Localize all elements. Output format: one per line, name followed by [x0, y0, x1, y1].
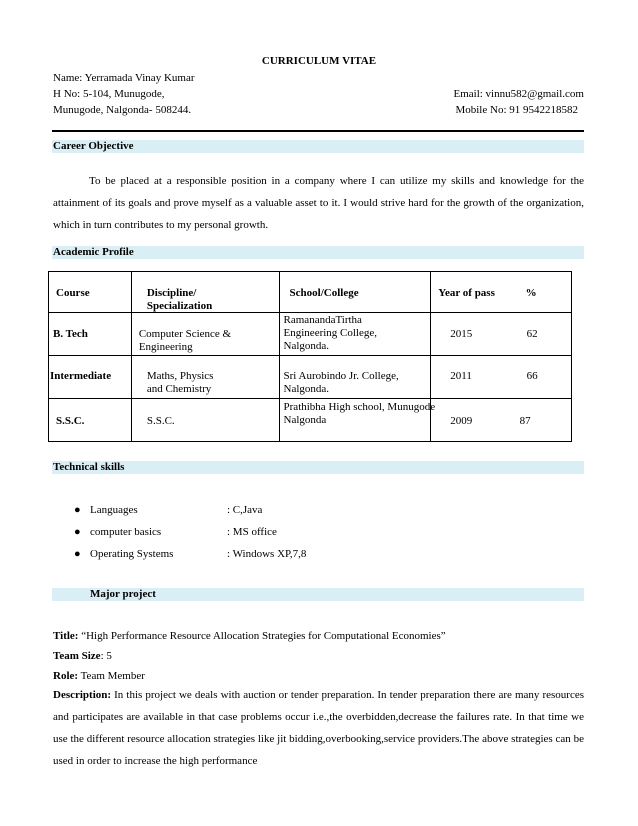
header-percent: %: [525, 287, 537, 299]
career-objective-text: To be placed at a responsible position in a company where I can utilize my skills and knowledge for the attainment of its goals and prove myself as a valuable asset to it. I would strive hard for the growth of the organization, which in turn contributes to my personal growth.: [53, 175, 584, 231]
table-row: [49, 356, 572, 399]
project-title-value: “High Performance Resource Allocation Strategies for Computational Economies”: [81, 630, 446, 642]
year-cell: [431, 399, 503, 442]
year-cell: [431, 313, 503, 356]
header-year: Year of pass: [438, 287, 495, 299]
year: 2015: [450, 328, 473, 340]
role-value: Team Member: [80, 670, 145, 682]
course-cell: [49, 356, 132, 399]
discipline-cell: [131, 313, 279, 356]
career-objective-heading: [52, 140, 584, 153]
header-cell: [131, 272, 279, 313]
description-value: In this project we deals with auction or tender preparation. In tender preparation there are many resources and participates are available in that case problems occur i.e.,the overbidden,decrease the failures rate. In that time we use the different resource allocation strategies like jit bidding,overbooking,service providers.The above strategies can be used in order to increase the high performance: [53, 689, 585, 767]
course: Intermediate: [50, 370, 112, 382]
percent: 62: [526, 328, 538, 340]
header-divider: [52, 130, 584, 132]
school-cell: [279, 399, 436, 442]
table-row: [49, 399, 572, 442]
contact-mobile: Mobile No: 91 9542218582: [455, 104, 578, 116]
percent-cell: [503, 399, 572, 442]
percent-cell: [503, 313, 572, 356]
contact-name: Name: Yerramada Vinay Kumar: [53, 72, 195, 84]
bullet-icon: ●: [74, 548, 81, 560]
academic-table-header: [49, 272, 572, 313]
skill-label-languages: Languages: [90, 504, 138, 516]
contact-address-line1: H No: 5-104, Munugode,: [53, 88, 165, 100]
discipline: Computer Science & Engineering: [138, 328, 232, 353]
project-description: [53, 684, 584, 772]
project-title-line: [53, 629, 584, 643]
career-objective-heading-text: Career Objective: [53, 140, 134, 152]
bullet-icon: ●: [74, 526, 81, 538]
technical-skills-heading: [52, 461, 584, 474]
contact-email: Email: vinnu582@gmail.com: [453, 88, 584, 100]
course: S.S.C.: [56, 415, 85, 427]
percent: 87: [519, 415, 531, 427]
academic-profile-heading: [52, 246, 584, 259]
academic-table: [48, 271, 572, 442]
school: Prathibha High school, Munugode Nalgonda: [283, 401, 436, 426]
year: 2009: [450, 415, 473, 427]
header-school: School/College: [289, 287, 359, 299]
course: B. Tech: [53, 328, 88, 340]
project-title-label: Title:: [53, 630, 79, 642]
table-row: [49, 313, 572, 356]
percent-cell: [503, 356, 572, 399]
school-cell: [279, 313, 431, 356]
header-cell: [503, 272, 572, 313]
document-title: CURRICULUM VITAE: [261, 55, 377, 67]
header-cell: [431, 272, 503, 313]
course-cell: [49, 313, 132, 356]
skill-value-languages: : C,Java: [227, 504, 263, 516]
bullet-icon: ●: [74, 504, 81, 516]
course-cell: [49, 399, 132, 442]
contact-address-line2: Munugode, Nalgonda- 508244.: [53, 104, 192, 116]
school: Sri Aurobindo Jr. College, Nalgonda.: [283, 370, 399, 395]
major-project-heading-text: Major project: [90, 588, 156, 600]
discipline: S.S.C.: [146, 415, 175, 427]
discipline-cell: [131, 399, 279, 442]
skill-label-computer-basics: computer basics: [90, 526, 162, 538]
header-cell: [279, 272, 431, 313]
academic-profile-heading-text: Academic Profile: [53, 246, 134, 258]
skill-value-computer-basics: : MS office: [227, 526, 277, 538]
discipline-cell: [131, 356, 279, 399]
school-cell: [279, 356, 431, 399]
project-role-line: [53, 669, 145, 683]
year-cell: [431, 356, 503, 399]
technical-skills-heading-text: Technical skills: [53, 461, 125, 473]
major-project-heading: [52, 588, 584, 601]
description-label: Description:: [53, 689, 112, 701]
skill-label-operating-systems: Operating Systems: [90, 548, 174, 560]
header-discipline: Discipline/ Specialization: [146, 287, 213, 312]
role-label: Role:: [53, 670, 79, 682]
year: 2011: [450, 370, 472, 382]
header-course: Course: [56, 287, 90, 299]
project-team-line: [53, 649, 112, 663]
percent: 66: [526, 370, 538, 382]
header-cell: [49, 272, 132, 313]
skill-value-operating-systems: : Windows XP,7,8: [227, 548, 307, 560]
team-size-label: Team Size: [53, 650, 101, 662]
school: RamanandaTirtha Engineering College, Nalgonda.: [283, 314, 378, 352]
team-size-value: : 5: [100, 650, 112, 662]
discipline: Maths, Physics and Chemistry: [146, 370, 214, 395]
